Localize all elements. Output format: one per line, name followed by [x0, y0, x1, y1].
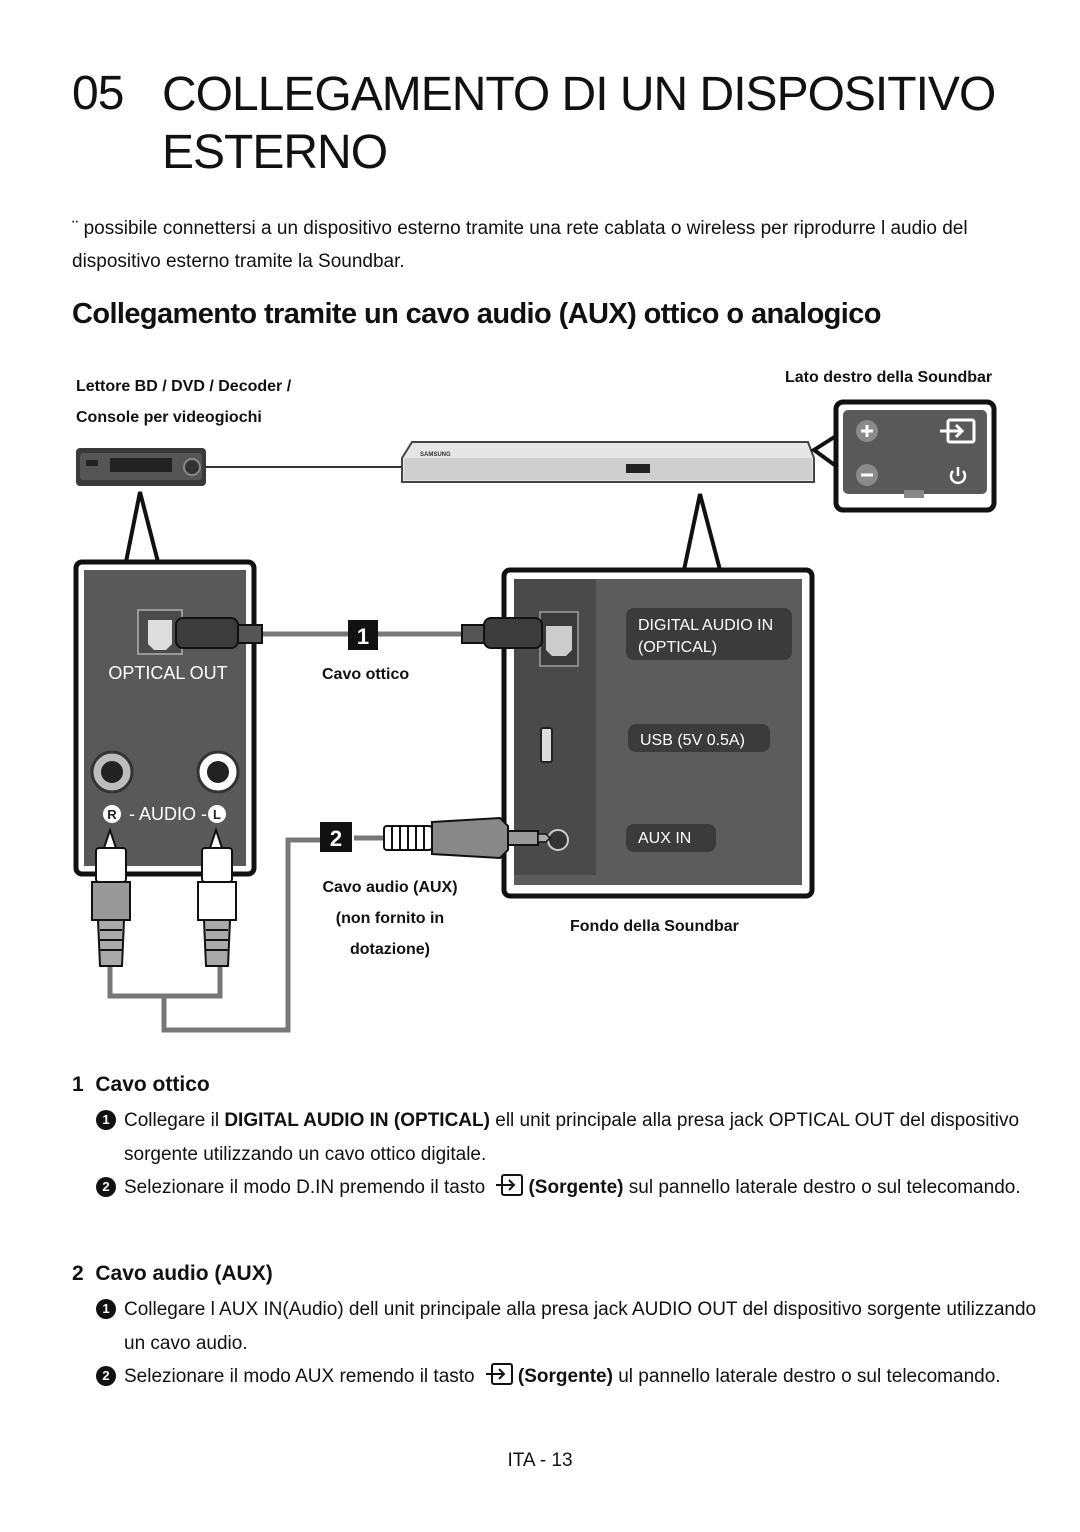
soundbar-bottom-label: Fondo della Soundbar — [570, 918, 739, 935]
soundbar-bottom-panel — [504, 494, 812, 896]
svg-text:(OPTICAL): (OPTICAL) — [638, 639, 718, 656]
subheading-optical: 1 Cavo ottico — [72, 1073, 210, 1096]
source-icon — [494, 1173, 524, 1197]
svg-text:1: 1 — [356, 624, 370, 649]
soundbar-side-panel — [814, 402, 994, 510]
step-number: 1 — [96, 1299, 116, 1319]
chapter-title: COLLEGAMENTO DI UN DISPOSITIVO ESTERNO — [162, 68, 996, 179]
soundbar-illustration — [402, 442, 814, 482]
soundbar-brand: SAMSUNG — [420, 452, 451, 458]
step-number: 2 — [96, 1366, 116, 1386]
source-icon — [484, 1362, 514, 1386]
chapter-number: 05 — [72, 67, 124, 120]
optical-cable-label: Cavo ottico — [322, 666, 410, 683]
usb-label: USB (5V 0.5A) — [640, 732, 745, 749]
aux-in-label: AUX IN — [638, 830, 692, 847]
source-device-illustration — [76, 448, 206, 486]
optical-step-2: 2 Selezionare il modo D.IN premendo il tasto (Sorgente) sul pannello laterale destro o sul telecomando. — [124, 1171, 1044, 1205]
svg-text:L: L — [213, 807, 221, 822]
source-device-label: Lettore BD / DVD / Decoder / Console per videogiochi — [76, 378, 292, 426]
source-device-back-panel — [76, 492, 254, 874]
section-heading: Collegamento tramite un cavo audio (AUX) ottico o analogico — [72, 298, 881, 330]
subheading-aux: 2 Cavo audio (AUX) — [72, 1262, 273, 1285]
aux-step-1: 1 Collegare l AUX IN(Audio) dell unit principale alla presa jack AUDIO OUT del dispositivo sorgente utilizzando un cavo audio. — [124, 1293, 1044, 1361]
step-number: 1 — [96, 1110, 116, 1130]
aux-cable-label: Cavo audio (AUX) (non fornito in dotazione) — [322, 879, 458, 958]
optical-step-1: 1 Collegare il DIGITAL AUDIO IN (OPTICAL) ell unit principale alla presa jack OPTICAL OUT del dispositivo sorgente utilizzando un cavo ottico digitale. — [124, 1104, 1044, 1172]
soundbar-side-label: Lato destro della Soundbar — [785, 369, 993, 386]
svg-text:R: R — [107, 807, 117, 822]
intro-paragraph: ¨ possibile connettersi a un dispositivo esterno tramite una rete cablata o wireless per riprodurre l audio del dispositivo esterno tramite la Soundbar. — [72, 218, 968, 272]
usb-port — [541, 728, 552, 762]
digital-audio-in-label: DIGITAL AUDIO IN — [638, 617, 774, 634]
step-number: 2 — [96, 1177, 116, 1197]
aux-in-port — [548, 830, 568, 850]
audio-label: - AUDIO - — [128, 804, 208, 824]
aux-step-2: 2 Selezionare il modo AUX remendo il tasto (Sorgente) ul pannello laterale destro o sul telecomando. — [124, 1360, 1044, 1394]
optical-cable — [176, 618, 542, 650]
page-number: ITA - 13 — [507, 1450, 573, 1471]
optical-out-label: OPTICAL OUT — [108, 663, 228, 683]
svg-text:2: 2 — [329, 826, 343, 851]
